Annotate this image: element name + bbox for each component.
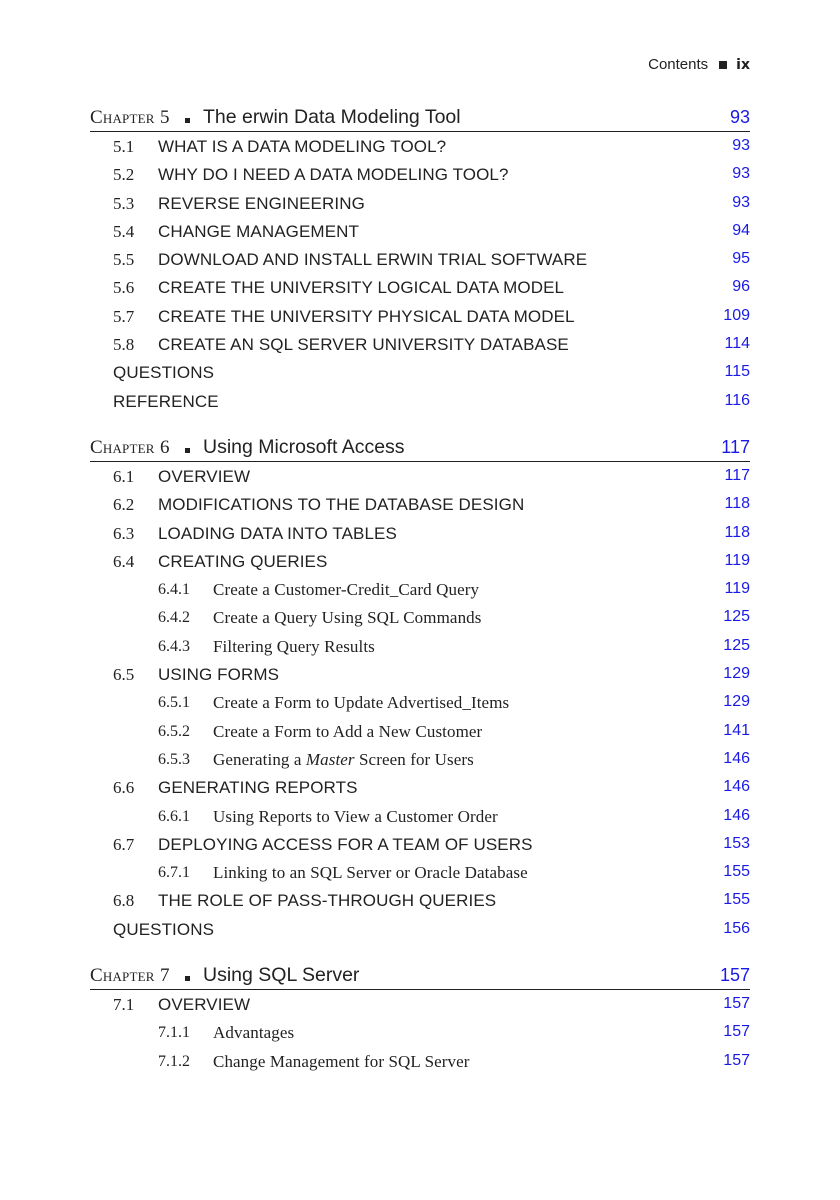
section-title: OVERVIEW	[158, 995, 251, 1015]
subsection-number: 7.1.1	[158, 1024, 190, 1042]
page-link[interactable]: 119	[724, 551, 750, 569]
section-title: WHAT IS A DATA MODELING TOOL?	[158, 137, 447, 156]
square-bullet-icon	[719, 61, 727, 69]
subsection-title	[213, 750, 474, 770]
chapter-5-heading[interactable]	[90, 103, 750, 132]
subsection-number: 6.4.1	[158, 581, 190, 599]
chapter-label: Chapter	[90, 107, 155, 128]
subsection-title: Create a Customer-Credit_Card Query	[213, 580, 480, 600]
subsection-title: Create a Query Using SQL Commands	[213, 608, 482, 628]
chapter-label: Chapter	[90, 965, 155, 987]
page-link[interactable]: 157	[723, 995, 750, 1013]
page-link[interactable]: 125	[723, 608, 750, 626]
page-link[interactable]: 96	[732, 278, 750, 296]
chapter-label: Chapter	[90, 436, 155, 458]
title-emphasis: Master	[305, 749, 355, 769]
page-link[interactable]: 146	[723, 806, 750, 824]
section-number: 5.5	[113, 250, 135, 270]
section-title: REVERSE ENGINEERING	[158, 193, 365, 213]
section-number: 5.1	[113, 137, 135, 156]
subsection-title: Create a Form to Add a New Customer	[213, 721, 483, 741]
section-number: 5.8	[113, 335, 135, 355]
page-link[interactable]: 93	[732, 193, 750, 211]
square-bullet-icon	[185, 976, 190, 981]
toc-entry[interactable]	[90, 462, 750, 490]
section-number: 7.1	[113, 995, 135, 1015]
toc-entry[interactable]	[90, 387, 750, 415]
subsection-number: 6.5.3	[158, 750, 190, 768]
section-title: GENERATING REPORTS	[158, 778, 358, 798]
page-link[interactable]: 155	[723, 863, 750, 881]
section-title: OVERVIEW	[158, 466, 251, 486]
subsection-title: Advantages	[213, 1023, 295, 1043]
toc-subentry[interactable]	[90, 802, 750, 830]
chapter-number: 6	[160, 436, 170, 458]
page-link[interactable]: 117	[724, 466, 750, 484]
subsection-number: 6.5.2	[158, 722, 190, 740]
chapter-page-link[interactable]: 117	[721, 436, 750, 457]
square-bullet-icon	[185, 118, 190, 123]
section-number: 6.8	[113, 891, 135, 911]
section-number: 5.7	[113, 306, 135, 326]
page-link[interactable]: 118	[724, 523, 750, 541]
section-number: 5.3	[113, 193, 135, 213]
section-title: USING FORMS	[158, 665, 280, 685]
toc-entry[interactable]	[90, 132, 750, 160]
page-link[interactable]: 153	[723, 834, 750, 852]
section-number: 6.7	[113, 834, 135, 854]
title-text: Generating a	[213, 749, 306, 769]
title-text: Screen for Users	[354, 749, 474, 769]
page-link[interactable]: 157	[723, 1051, 750, 1069]
toc-entry[interactable]	[90, 273, 750, 301]
section-title: REFERENCE	[113, 391, 219, 411]
toc-subentry[interactable]	[90, 603, 750, 631]
chapter-spacer	[90, 943, 750, 961]
section-number: 6.5	[113, 665, 135, 685]
section-title: CHANGE MANAGEMENT	[158, 221, 359, 241]
section-title: DOWNLOAD AND INSTALL ERWIN TRIAL SOFTWARE	[158, 250, 588, 270]
section-title: CREATE THE UNIVERSITY PHYSICAL DATA MODEL	[158, 306, 575, 326]
section-number: 6.1	[113, 466, 135, 486]
section-title: QUESTIONS	[113, 919, 215, 939]
toc-subentry[interactable]	[90, 632, 750, 660]
subsection-title: Create a Form to Update Advertised_Items	[213, 693, 510, 713]
toc-entry[interactable]	[90, 886, 750, 914]
toc-entry[interactable]	[90, 358, 750, 386]
page-link[interactable]: 146	[723, 778, 750, 796]
section-title: CREATE AN SQL SERVER UNIVERSITY DATABASE	[158, 335, 569, 355]
subsection-title: Linking to an SQL Server or Oracle Database	[213, 863, 528, 883]
section-title: CREATING QUERIES	[158, 551, 328, 571]
chapter-6-heading[interactable]	[90, 433, 750, 462]
section-number: 5.4	[113, 221, 135, 241]
chapter-title: Using SQL Server	[203, 964, 360, 987]
toc-subentry[interactable]	[90, 1018, 750, 1046]
chapter-spacer	[90, 415, 750, 433]
page-link[interactable]: 141	[723, 721, 750, 739]
chapter-7-heading[interactable]	[90, 961, 750, 990]
chapter-number: 7	[160, 965, 170, 987]
page-link[interactable]: 115	[724, 363, 750, 381]
page-link[interactable]: 125	[723, 636, 750, 654]
chapter-title: The erwin Data Modeling Tool	[203, 106, 461, 128]
running-head-label: Contents	[648, 56, 709, 73]
toc-entry[interactable]	[90, 160, 750, 188]
section-number: 5.6	[113, 278, 135, 298]
subsection-title: Using Reports to View a Customer Order	[213, 806, 498, 826]
toc-entry[interactable]	[90, 490, 750, 518]
square-bullet-icon	[185, 448, 190, 453]
toc-entry[interactable]	[90, 302, 750, 330]
toc-entry[interactable]	[90, 990, 750, 1018]
subsection-number: 6.4.2	[158, 609, 190, 627]
toc-entry[interactable]	[90, 660, 750, 688]
page-link[interactable]: 129	[723, 665, 750, 683]
page-link[interactable]: 116	[724, 391, 750, 409]
chapter-page-link[interactable]: 157	[719, 965, 750, 986]
toc-subentry[interactable]	[90, 717, 750, 745]
section-number: 6.6	[113, 778, 135, 798]
page-link[interactable]: 109	[723, 306, 750, 324]
page-link[interactable]: 95	[732, 250, 750, 268]
page-link[interactable]: 94	[732, 221, 750, 239]
section-title: WHY DO I NEED A DATA MODELING TOOL?	[158, 165, 509, 185]
chapter-title: Using Microsoft Access	[203, 435, 405, 458]
toc-subentry[interactable]	[90, 688, 750, 716]
section-number: 6.4	[113, 551, 135, 571]
page-link[interactable]: 146	[723, 749, 750, 767]
toc-subentry[interactable]	[90, 1047, 750, 1075]
section-title: QUESTIONS	[113, 363, 215, 383]
running-head-page-number: ix	[736, 56, 750, 73]
toc-entry[interactable]	[90, 830, 750, 858]
section-number: 6.2	[113, 495, 135, 515]
subsection-title: Filtering Query Results	[213, 636, 375, 656]
subsection-number: 6.6.1	[158, 807, 190, 825]
subsection-number: 6.5.1	[158, 694, 190, 712]
toc-entry[interactable]	[90, 189, 750, 217]
toc-subentry[interactable]	[90, 745, 750, 773]
section-title: THE ROLE OF PASS-THROUGH QUERIES	[158, 891, 497, 911]
table-of-contents	[90, 103, 750, 1075]
toc-entry[interactable]	[90, 245, 750, 273]
toc-subentry[interactable]	[90, 575, 750, 603]
page-link[interactable]: 114	[724, 335, 750, 353]
section-number: 6.3	[113, 523, 135, 543]
subsection-number: 7.1.2	[158, 1052, 190, 1070]
chapter-number: 5	[160, 107, 170, 128]
toc-entry[interactable]	[90, 773, 750, 801]
subsection-title: Change Management for SQL Server	[213, 1051, 470, 1071]
subsection-number: 6.7.1	[158, 864, 190, 882]
page-link[interactable]: 118	[724, 495, 750, 513]
toc-entry[interactable]	[90, 330, 750, 358]
section-title: MODIFICATIONS TO THE DATABASE DESIGN	[158, 495, 525, 515]
toc-entry[interactable]	[90, 547, 750, 575]
chapter-page-link[interactable]: 93	[729, 107, 750, 127]
toc-entry[interactable]	[90, 217, 750, 245]
page-link[interactable]: 155	[723, 891, 750, 909]
page-link[interactable]: 93	[732, 137, 750, 154]
section-title: DEPLOYING ACCESS FOR A TEAM OF USERS	[158, 834, 533, 854]
section-title: LOADING DATA INTO TABLES	[158, 523, 397, 543]
page-link[interactable]: 157	[723, 1023, 750, 1041]
toc-subentry[interactable]	[90, 858, 750, 886]
page-link[interactable]: 156	[723, 919, 750, 937]
page-link[interactable]: 129	[723, 693, 750, 711]
running-head	[648, 56, 750, 73]
toc-entry[interactable]	[90, 519, 750, 547]
section-title: CREATE THE UNIVERSITY LOGICAL DATA MODEL	[158, 278, 565, 298]
page-link[interactable]: 119	[724, 580, 750, 598]
section-number: 5.2	[113, 165, 135, 185]
page-link[interactable]: 93	[732, 165, 750, 183]
subsection-number: 6.4.3	[158, 637, 190, 655]
toc-entry[interactable]	[90, 915, 750, 943]
